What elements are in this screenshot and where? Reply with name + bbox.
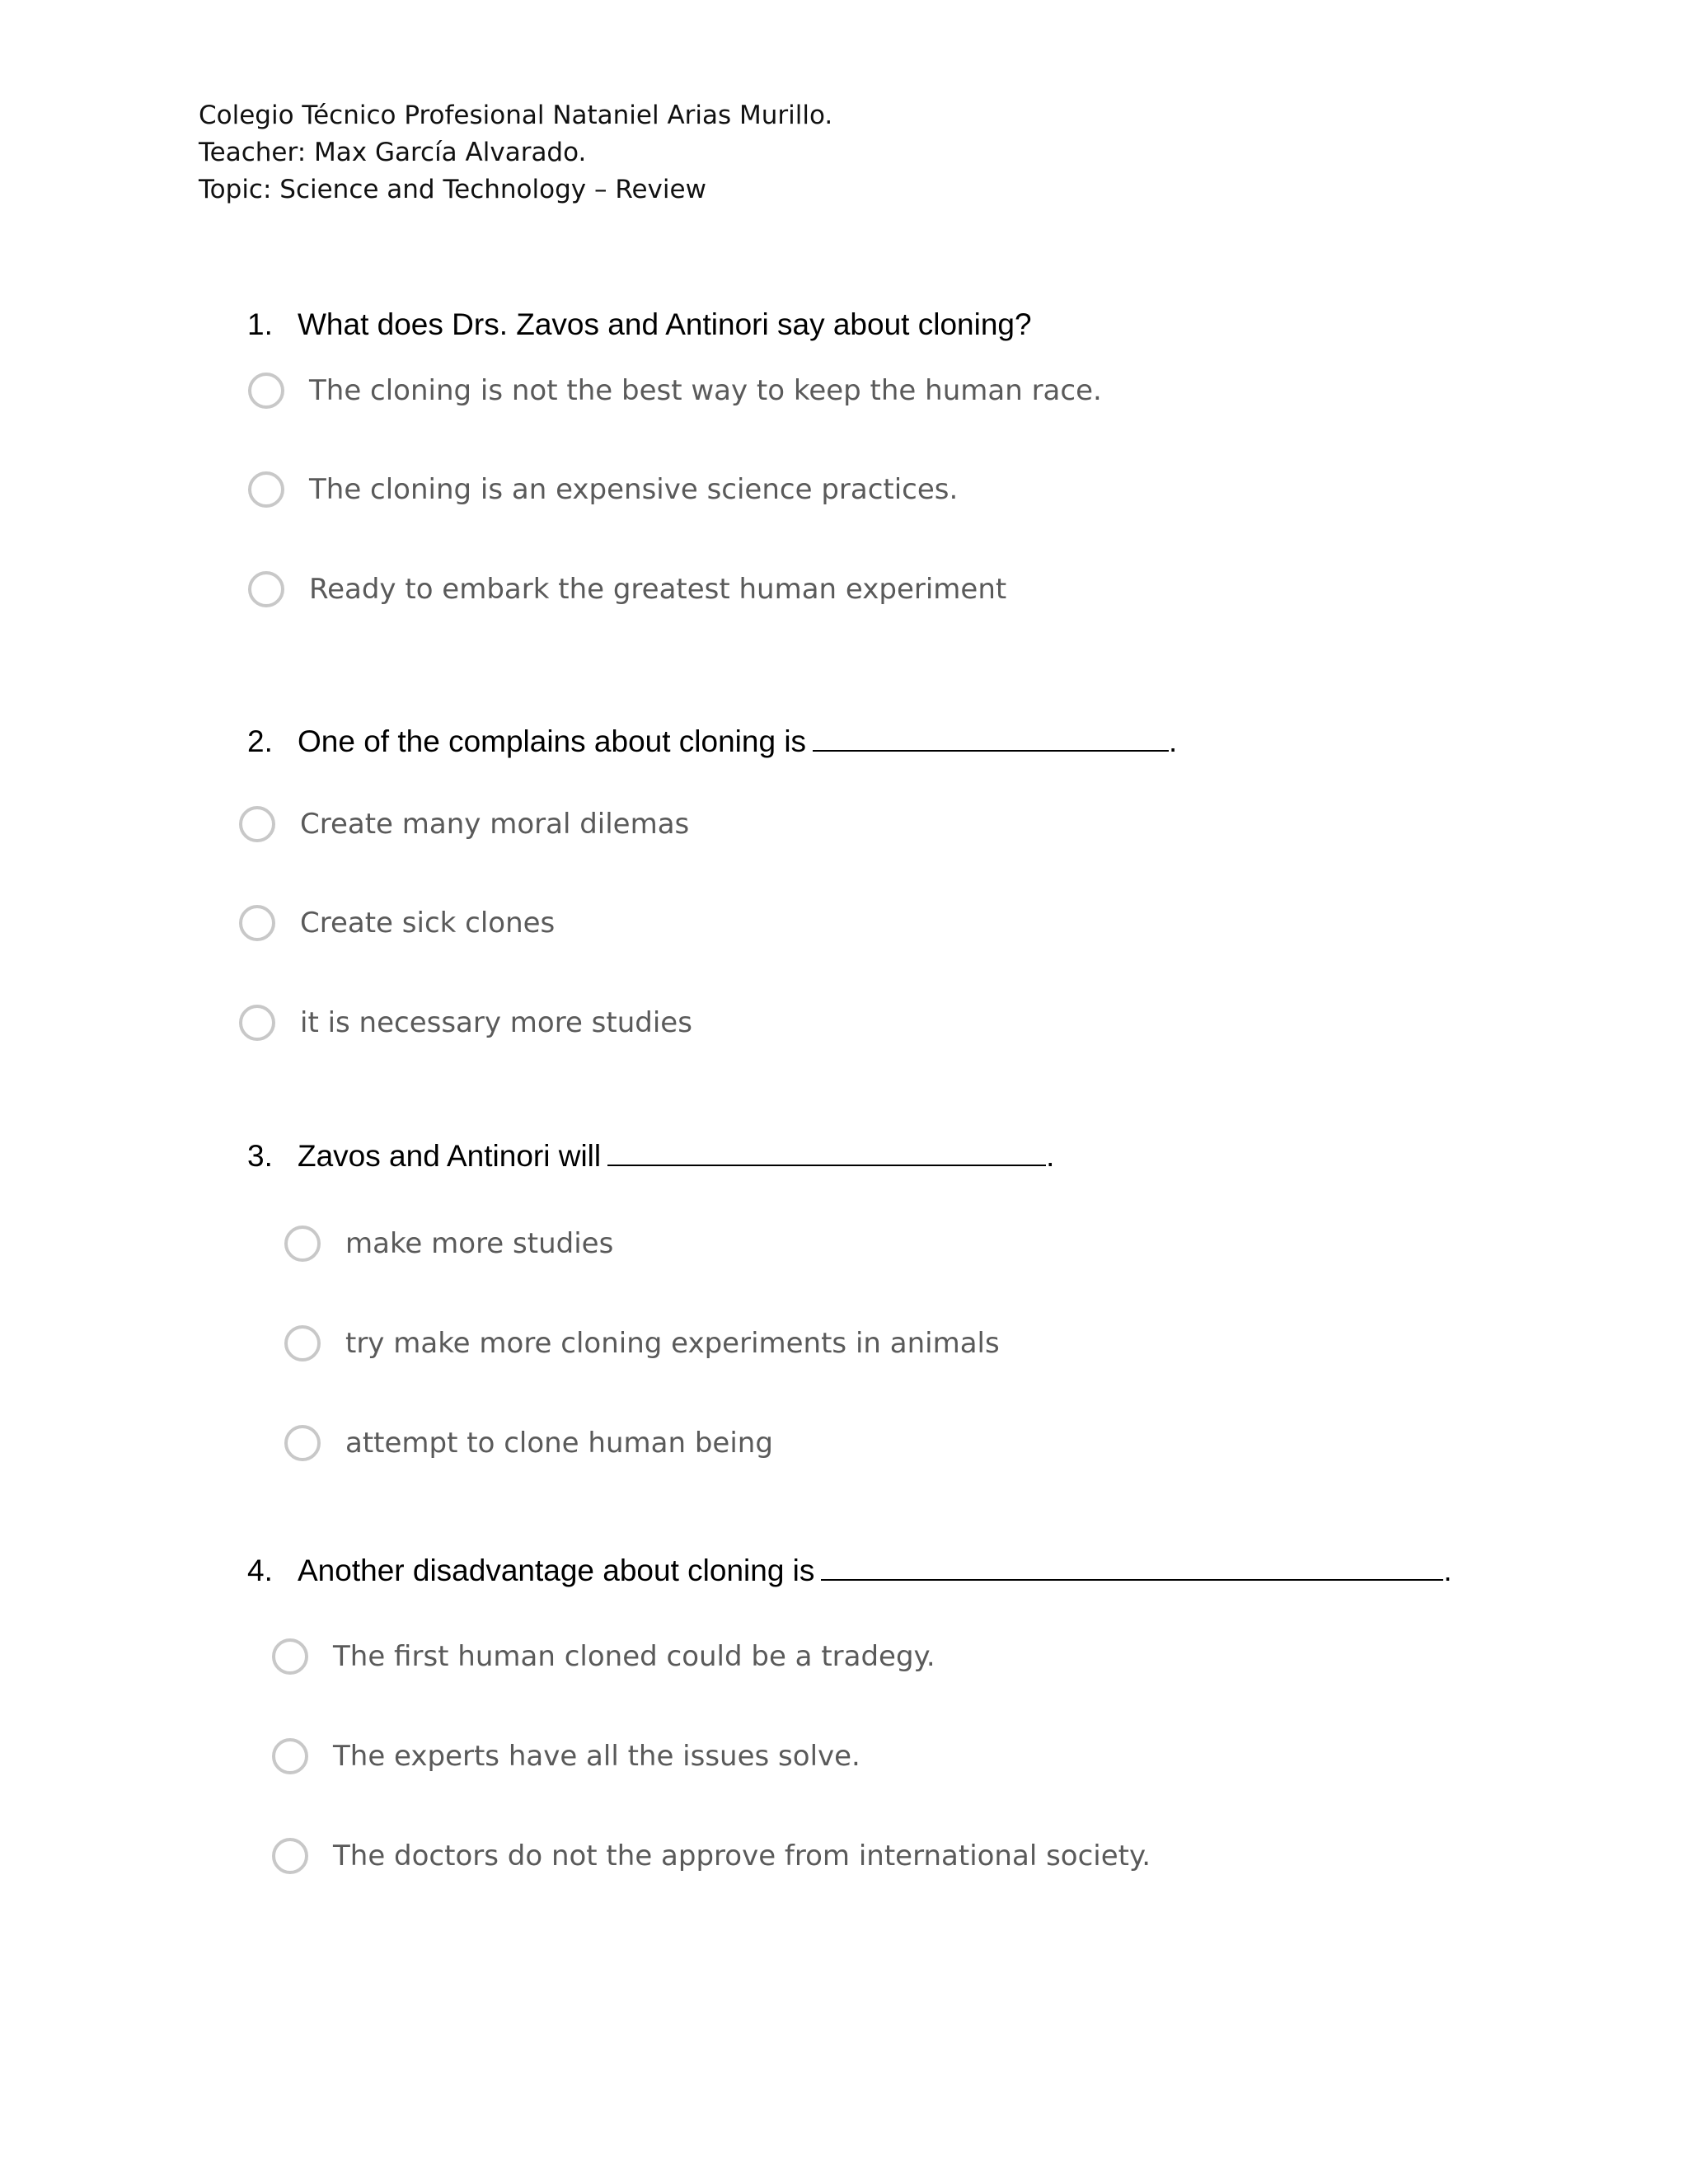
question-text: Another disadvantage about cloning is <box>298 1554 815 1587</box>
option-label: Create sick clones <box>300 907 556 940</box>
radio-button-icon[interactable] <box>284 1226 321 1262</box>
blank-suffix: . <box>1046 1139 1055 1173</box>
question-stem <box>247 1138 1054 1174</box>
answer-option[interactable] <box>272 1738 860 1774</box>
option-label: The doctors do not the approve from international society. <box>333 1840 1151 1872</box>
answer-option[interactable] <box>239 1005 692 1041</box>
radio-button-icon[interactable] <box>239 905 275 941</box>
answer-option[interactable] <box>284 1425 773 1461</box>
document-header <box>199 97 832 209</box>
answer-option[interactable] <box>248 373 1102 409</box>
question-number: 4. <box>247 1554 273 1587</box>
answer-option[interactable] <box>272 1838 1151 1874</box>
option-label: The first human cloned could be a tradegy. <box>333 1640 935 1673</box>
radio-button-icon[interactable] <box>284 1325 321 1361</box>
question-stem <box>247 1553 1452 1589</box>
question-stem <box>247 724 1177 760</box>
radio-button-icon[interactable] <box>248 471 284 508</box>
topic: Topic: Science and Technology – Review <box>199 175 706 204</box>
question-number: 3. <box>247 1139 273 1173</box>
radio-button-icon[interactable] <box>272 1838 308 1874</box>
answer-option[interactable] <box>248 471 958 508</box>
question-text: What does Drs. Zavos and Antinori say about cloning? <box>298 307 1032 341</box>
question-text: One of the complains about cloning is <box>298 724 807 758</box>
answer-option[interactable] <box>239 806 689 842</box>
option-label: Create many moral dilemas <box>300 808 690 841</box>
answer-blank <box>813 725 1169 752</box>
question-text: Zavos and Antinori will <box>298 1139 602 1173</box>
radio-button-icon[interactable] <box>248 373 284 409</box>
radio-button-icon[interactable] <box>248 571 284 607</box>
option-label: Ready to embark the greatest human experiment <box>309 573 1007 606</box>
radio-button-icon[interactable] <box>284 1425 321 1461</box>
question-number: 1. <box>247 307 273 341</box>
answer-option[interactable] <box>239 905 555 941</box>
radio-button-icon[interactable] <box>272 1738 308 1774</box>
option-label: it is necessary more studies <box>300 1006 692 1039</box>
radio-button-icon[interactable] <box>272 1638 308 1675</box>
answer-blank <box>821 1554 1443 1581</box>
option-label: The experts have all the issues solve. <box>333 1740 860 1773</box>
radio-button-icon[interactable] <box>239 806 275 842</box>
school-name: Colegio Técnico Profesional Nataniel Arias Murillo. <box>199 101 833 130</box>
option-label: The cloning is not the best way to keep the human race. <box>309 374 1102 407</box>
answer-option[interactable] <box>284 1226 613 1262</box>
option-label: make more studies <box>345 1227 614 1260</box>
answer-blank <box>607 1140 1046 1166</box>
option-label: attempt to clone human being <box>345 1427 773 1460</box>
option-label: try make more cloning experiments in animals <box>345 1327 1000 1360</box>
question-stem <box>247 307 1032 343</box>
blank-suffix: . <box>1169 724 1178 758</box>
answer-option[interactable] <box>272 1638 935 1675</box>
answer-option[interactable] <box>248 571 1006 607</box>
radio-button-icon[interactable] <box>239 1005 275 1041</box>
answer-option[interactable] <box>284 1325 1000 1361</box>
teacher-name: Teacher: Max García Alvarado. <box>199 138 587 167</box>
question-number: 2. <box>247 724 273 758</box>
blank-suffix: . <box>1443 1554 1452 1587</box>
option-label: The cloning is an expensive science practices. <box>309 473 959 506</box>
